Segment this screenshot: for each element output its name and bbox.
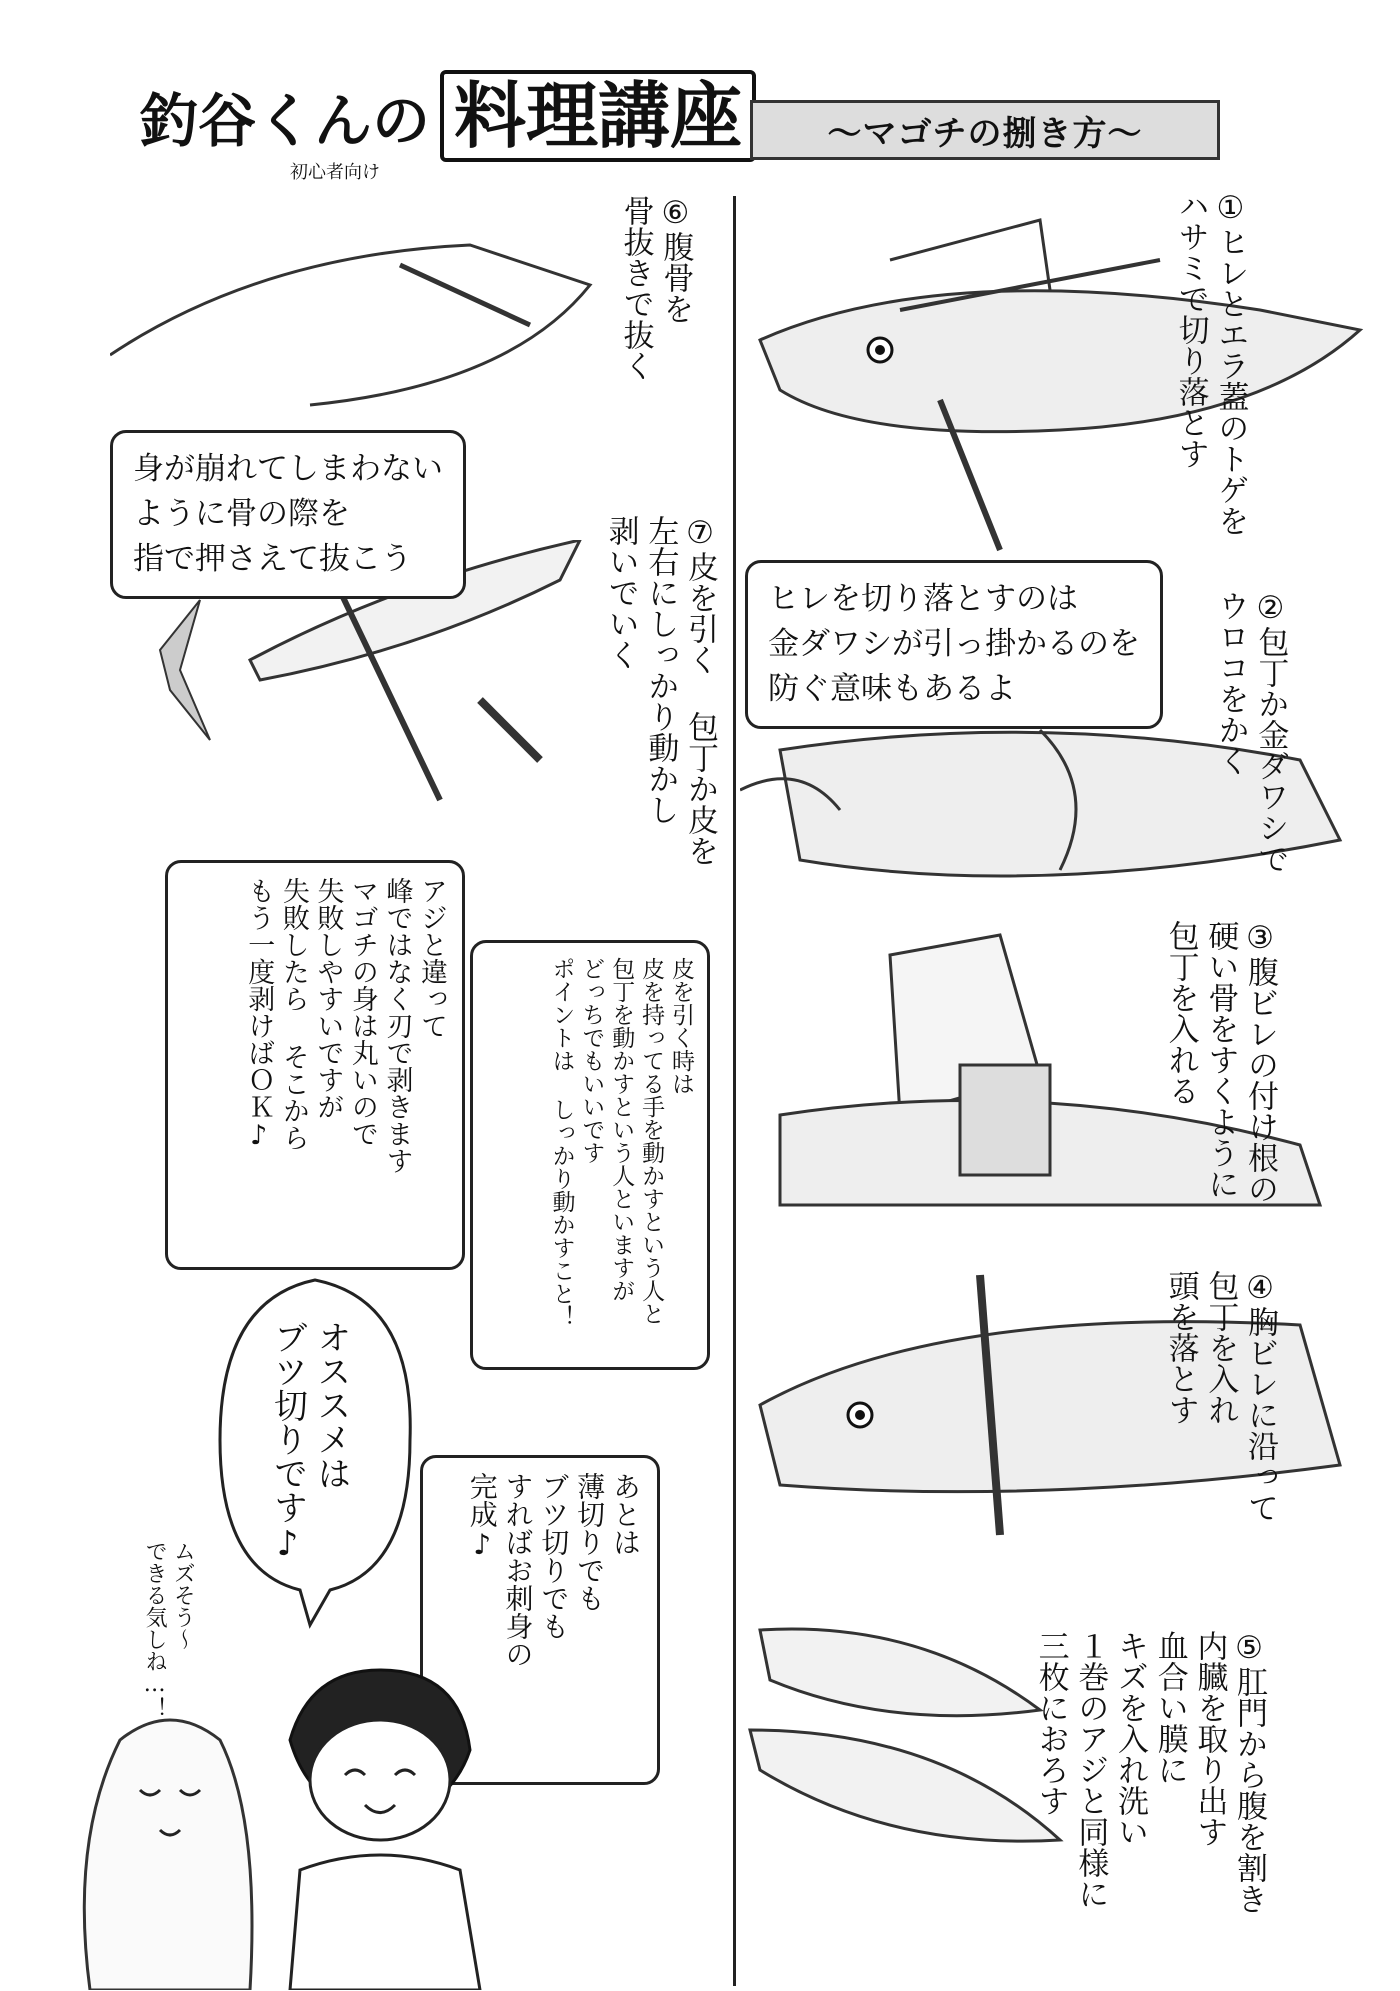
step-5: ⑤肛門から腹を割き 内臓を取り出す 血合い膜に キズを入れ洗い １巻のアジと同様に 三枚におろす [1032, 1630, 1268, 1914]
step-7: ⑦皮を引く 包丁か皮を 左右にしっかり動かし 剥いでいく [602, 515, 719, 866]
speech-bubble-text: オススメは ブツ切りです♪ [267, 1320, 352, 1564]
note-bone-tip: 身が崩れてしまわない ように骨の際を 指で押さえて抜こう [110, 430, 466, 599]
step-3: ③腹ビレの付け根の 硬い骨をすくように 包丁を入れる [1162, 920, 1279, 1204]
step-1: ①ヒレとエラ蓋のトゲを ハサミで切り落とす [1172, 190, 1249, 536]
subtitle-banner: 〜マゴチの捌き方〜 [750, 100, 1220, 160]
step-4: ④胸ビレに沿って 包丁を入れ 頭を落とす [1162, 1270, 1279, 1523]
step-6: ⑥腹骨を 骨抜きで抜く [617, 195, 694, 381]
step-2: ②包丁か金ダワシで ウロコをかく [1212, 590, 1289, 874]
logo-big-text: 料理講座 [440, 70, 756, 162]
note-fin-tip: ヒレを切り落とすのは 金ダワシが引っ掛かるのを 防ぐ意味もあるよ [745, 560, 1163, 729]
murmur-text: ムズそう〜 できる気しね…！ [142, 1540, 196, 1719]
note-skin-tip [165, 860, 465, 1270]
illustration-fin-cutting [740, 200, 1380, 560]
illustration-belly-bone-removal [110, 215, 610, 415]
title-logo [140, 70, 780, 190]
note-finish-text: あとは 薄切りでも ブツ切りでも すればお刺身の 完成♪ [465, 1472, 642, 1668]
note-skin-pull [470, 940, 710, 1370]
note-skin-tip-text: アジと違って 峰ではなく刃で剥きます マゴチの身は丸いので 失敗しやすいですが 失敗したら そこから もう一度剥けばＯＫ♪ [243, 877, 447, 1174]
center-divider [733, 196, 736, 1986]
illustration-three-fillets [740, 1600, 1070, 1880]
logo-main-text: 釣谷くんの [140, 87, 431, 155]
character-boy [250, 1660, 510, 1990]
note-skin-pull-text: 皮を引く時は 皮を持ってる手を動かすという人と 包丁を動かすという人といますが どっちでもいいです ポイントは しっかり動かすこと！ [548, 957, 694, 1328]
character-girl [60, 1700, 280, 1990]
logo-small-text: 初心者向け [290, 162, 380, 183]
